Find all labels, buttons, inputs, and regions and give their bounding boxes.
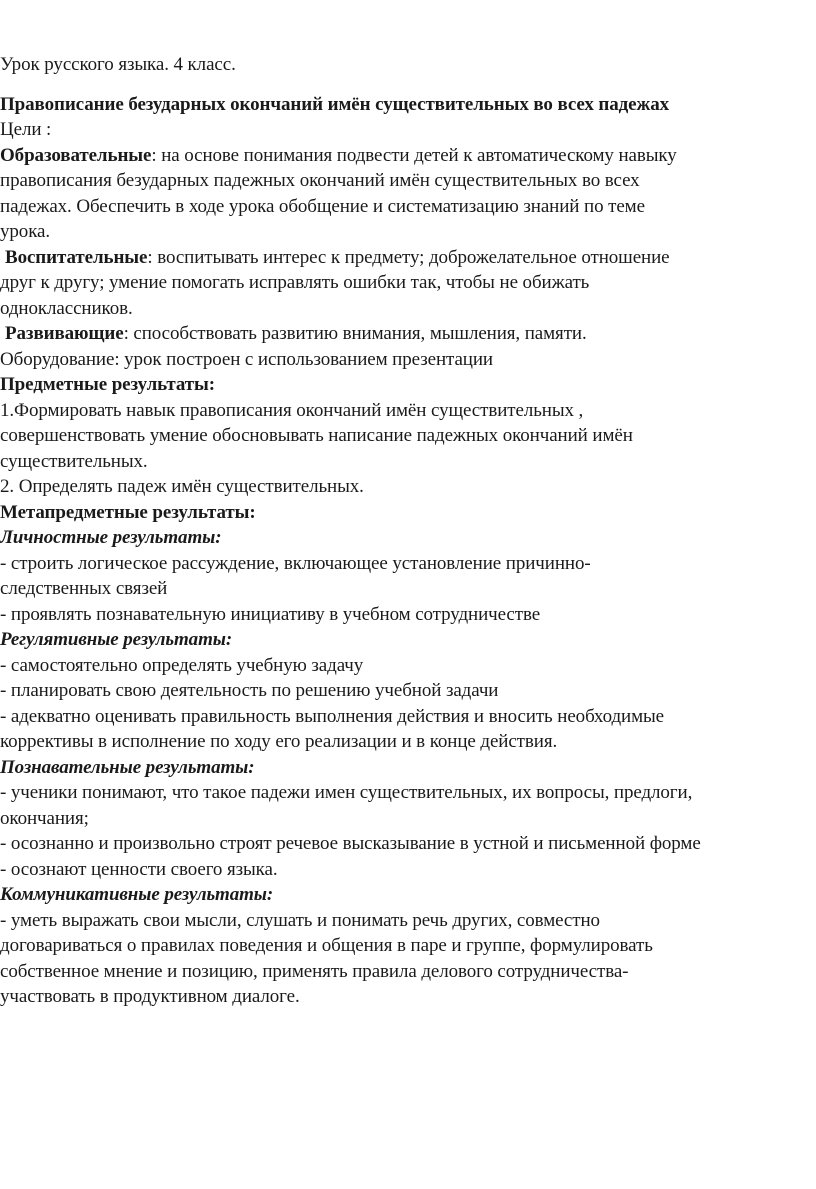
document-page xyxy=(0,52,812,1010)
regulatory-results-line: - адекватно оценивать правильность выполнения действия и вносить необходимые xyxy=(0,705,664,727)
subject-results-line: существительных. xyxy=(0,450,148,472)
goal-educational-text: : на основе понимания подвести детей к автоматическому навыку xyxy=(151,144,677,166)
communicative-results-line: участвовать в продуктивном диалоге. xyxy=(0,986,300,1007)
goal-upbringing-text: : воспитывать интерес к предмету; доброжелательное отношение xyxy=(147,246,670,268)
regulatory-results-line: - планировать свою деятельность по решению учебной задачи xyxy=(0,680,499,701)
communicative-results-line: договариваться о правилах поведения и общения в паре и группе, формулировать xyxy=(0,935,653,956)
goal-upbringing xyxy=(0,245,812,271)
communicative-results-line: собственное мнение и позицию, применять правила делового сотрудничества- xyxy=(0,960,629,982)
personal-results-heading: Личностные результаты: xyxy=(0,527,222,548)
goals-label: Цели : xyxy=(0,119,52,140)
regulatory-results-line: коррективы в исполнение по ходу его реализации и в конце действия. xyxy=(0,731,558,752)
subject-results-heading: Предметные результаты: xyxy=(0,374,215,395)
subject-results-line: 2. Определять падеж имён существительных. xyxy=(0,476,364,497)
personal-results-line: - проявлять познавательную инициативу в учебном сотрудничестве xyxy=(0,603,541,625)
goal-developing-label: Развивающие xyxy=(5,323,124,344)
regulatory-results-heading: Регулятивные результаты: xyxy=(0,629,233,650)
communicative-results-heading: Коммуникативные результаты: xyxy=(0,884,274,905)
meta-results-heading: Метапредметные результаты: xyxy=(0,501,256,523)
regulatory-results-line: - самостоятельно определять учебную задачу xyxy=(0,654,364,676)
cognitive-results-line: окончания; xyxy=(0,807,89,829)
goal-educational-line: правописания безударных падежных окончаний имён существительных во всех xyxy=(0,170,640,191)
goal-upbringing-label: Воспитательные xyxy=(5,246,148,268)
goal-upbringing-line: одноклассников. xyxy=(0,297,133,319)
goal-educational-line: урока. xyxy=(0,221,51,242)
goal-developing-text: : способствовать развитию внимания, мышления, памяти. xyxy=(123,323,587,344)
personal-results-line: - строить логическое рассуждение, включающее установление причинно- xyxy=(0,552,591,574)
cognitive-results-heading: Познавательные результаты: xyxy=(0,756,255,778)
communicative-results-line: - уметь выражать свои мысли, слушать и понимать речь других, совместно xyxy=(0,909,600,931)
subject-results-line: 1.Формировать навык правописания окончаний имён существительных , xyxy=(0,399,584,421)
lesson-title: Урок русского языка. 4 класс. xyxy=(0,54,236,75)
personal-results-line: следственных связей xyxy=(0,578,168,599)
cognitive-results-line: - осознанно и произвольно строят речевое высказывание в устной и письменной форме xyxy=(0,833,701,854)
cognitive-results-line: - ученики понимают, что такое падежи имен существительных, их вопросы, предлоги, xyxy=(0,782,693,803)
spacer xyxy=(0,78,812,92)
goal-upbringing-line: друг к другу; умение помогать исправлять ошибки так, чтобы не обижать xyxy=(0,272,590,293)
goal-educational-line: падежах. Обеспечить в ходе урока обобщение и систематизацию знаний по теме xyxy=(0,195,645,217)
lesson-topic: Правописание безударных окончаний имён существительных во всех падежах xyxy=(0,93,669,115)
subject-results-line: совершенствовать умение обосновывать написание падежных окончаний имён xyxy=(0,425,633,446)
equipment-line: Оборудование: урок построен с использованием презентации xyxy=(0,348,493,370)
cognitive-results-line: - осознают ценности своего языка. xyxy=(0,858,278,880)
goal-educational xyxy=(0,143,812,169)
goal-educational-label: Образовательные xyxy=(0,144,152,166)
goal-developing xyxy=(0,321,812,347)
